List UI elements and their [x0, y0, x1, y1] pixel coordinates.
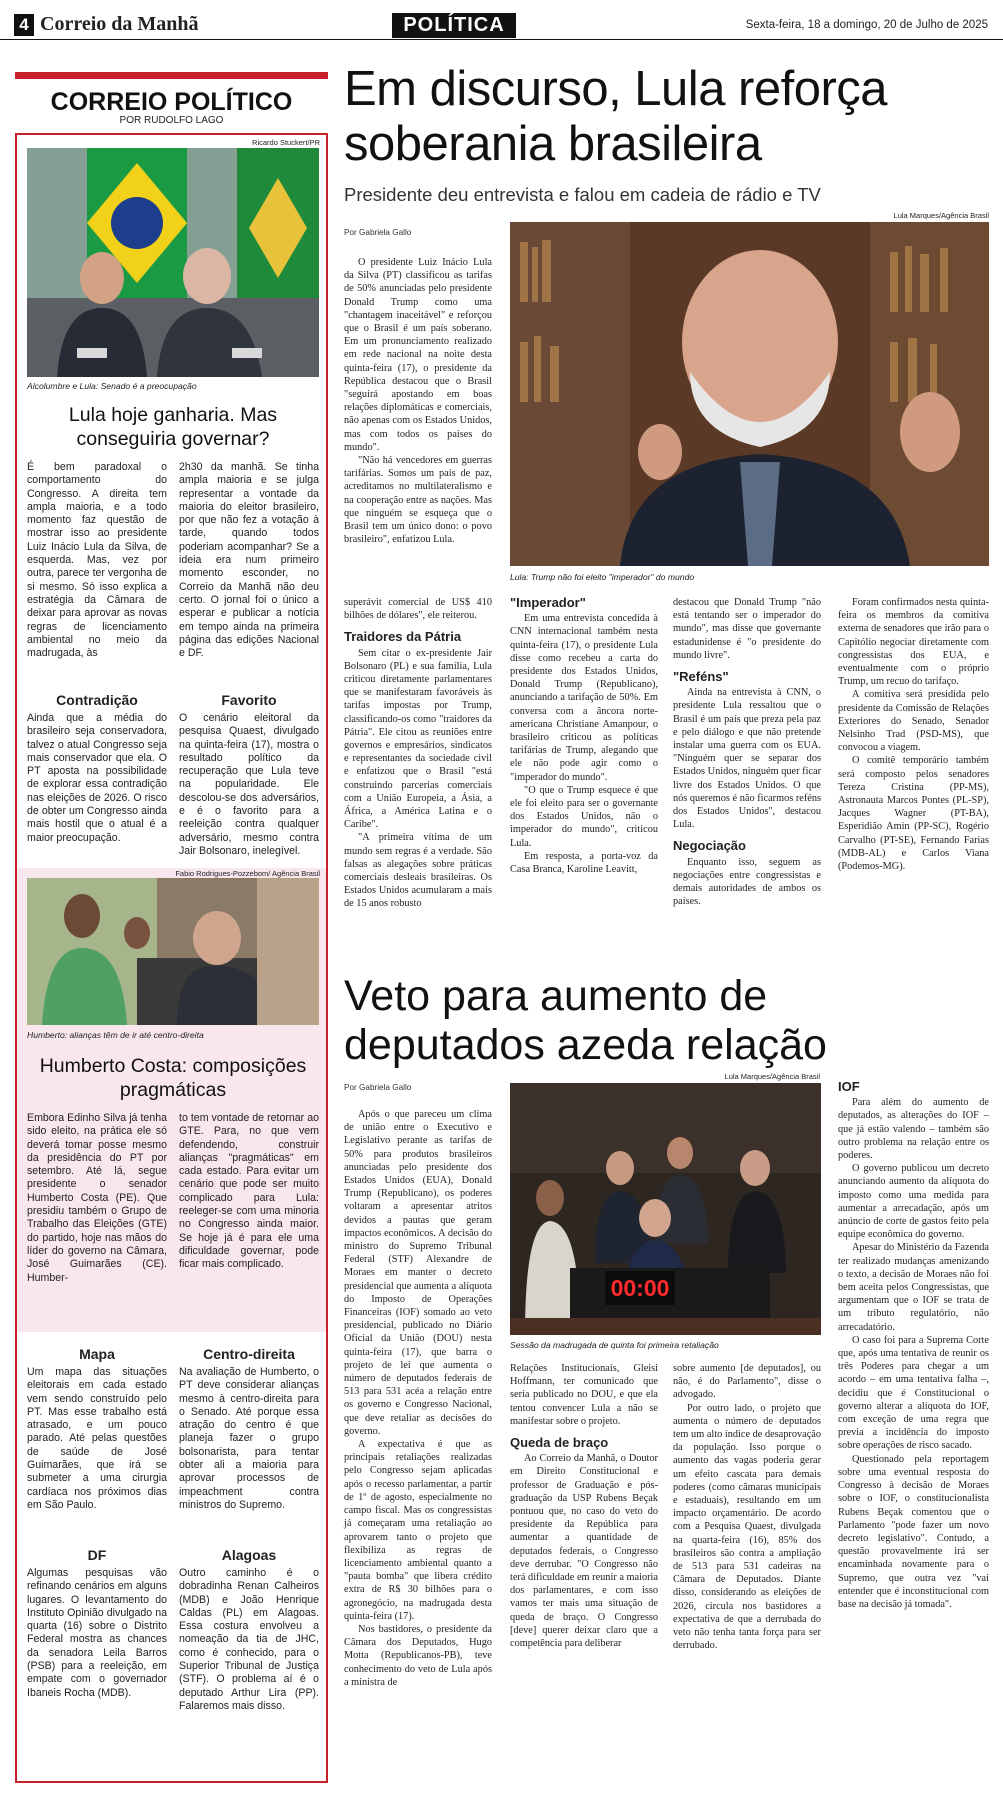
- photo-caption: Humberto: alianças têm de ir até centro-direita: [27, 1030, 204, 1040]
- humberto-box: [17, 868, 326, 1332]
- subheading: "Imperador": [510, 595, 586, 610]
- story-text: Embora Edinho Silva já tenha sido eleito, na prática ele só deverá tomar posse mesmo da presidência do PT por setembro. Até lá, segue presidente o senador Humberto Costa (PE). Que presidiu também o Grupo de Trabalho das Eleições (GTE) do partido, hoje nas mãos do líder do governo na Câmara, José Guimarães (CE). Humber-: [27, 1112, 167, 1284]
- article1-byline: Por Gabriela Gallo: [344, 228, 412, 237]
- article2-photo-caption: Sessão da madrugada de quinta foi primeira retaliação: [510, 1340, 719, 1350]
- article2-photo-session: [510, 1083, 821, 1335]
- article2-col1: [344, 1108, 492, 1689]
- paragraph: Enquanto isso, seguem as negociações entre congressistas e demais autoridades de ambos os países.: [673, 856, 821, 908]
- paragraph: Ainda na entrevista à CNN, o presidente Lula ressaltou que o Brasil é um país que preza pela paz e pelo diálogo e que não pretende instalar uma guerra com os EUA. "Ninguém quer se separar dos Estados Unidos, ninguém quer ficar livre dos Estados Unidos. O que nós queremos é não ficarmos reféns dos Estados Unidos", destacou Lula.: [673, 687, 821, 831]
- paragraph: O comitê temporário também será composto pelos senadores Tereza Cristina (PP-MS), Astronauta Marcos Pontes (PL-SP), Jacques Wagner (PT-BA), Esperidião Amin (PP-SC), Rogério Carvalho (PT-SE), Fernando Farias (MDB-AL) e Carlos Viana (Podemos-MG).: [838, 755, 989, 873]
- subheading: Traidores da Pátria: [344, 629, 462, 645]
- paragraph: Em uma entrevista concedida à CNN internacional também nesta quinta-feira (17), o presidente Lula disse como recebeu a carta do presidente dos Estados Unidos, Donald Trump (Republicano), anunciando a tarifação de 50%. Em conversa com a âncora norte-americana Christiane Amanpour, o brasileiro criticou as políticas tarifárias de Trump, alegando que ele não pode agir como o "imperador do mundo".: [510, 613, 658, 783]
- column-top-bar: [15, 72, 328, 79]
- subheading: IOF: [838, 1079, 860, 1094]
- correio-politico-column: [15, 72, 328, 126]
- story-text: 2h30 da manhã. Se tinha ampla maioria e se julga representar a vontade da maioria do eleitor brasileiro, por que não fez a votação à tarde, quando todos poderiam acompanhar? Se a ideia era num primeiro momento esconder, no Correio da Manhã não deu certo. O jornal foi o único a esperar e publicar a notícia em tempo ainda na primeira página das edições Nacional e DF.: [179, 461, 319, 660]
- paragraph: A comitiva será presidida pelo presidente da Comissão de Relações Exteriores do Senado, Senador Nelsinho Trad (PSD-MS), que convocou a viagem.: [838, 689, 989, 754]
- article1-col2: [344, 596, 492, 911]
- paragraph: destacou que Donald Trump "não está tentando ser o imperador do mundo", mas disse que governante estadunidense é "o presidente do mundo livre".: [673, 597, 821, 661]
- note-title: DF: [87, 1547, 107, 1563]
- note-title: Alagoas: [221, 1547, 277, 1563]
- photo-caption: Alcolumbre e Lula: Senado é a preocupação: [27, 381, 197, 391]
- notes-row-1: [27, 690, 319, 858]
- paper-name: Correio da Manhã: [40, 13, 199, 35]
- paragraph: A expectativa é que as principais retaliações realizadas pelo Congresso sejam aplicadas após o recesso parlamentar, a partir de 1º de agosto, especialmente no campo fiscal. Mas os congressistas já começaram uma retaliação ao aprovarem tanto o projeto que flexibiliza as regras de licenciamento ambiental quanto a "pauta bomba" que libera crédito extra de R$ 30 bilhões para o agronegócio, na madrugada desta quinta-feira (17).: [344, 1439, 492, 1622]
- section-label: POLÍTICA: [392, 13, 516, 38]
- story-1: [27, 397, 319, 660]
- paragraph: Relações Institucionais, Gleisi Hoffmann, ter comunicado que seria publicado no DOU, e que ela tentou convencer Lula a não se manifestar sobre o projeto.: [510, 1363, 658, 1427]
- story-text: to tem vontade de retornar ao GTE. Para, no que vem defendendo, construir alianças "pragmáticas" em cada estado. Para evitar um cenário que pode ser muito complicado para Lula: reeleger-se com uma minoria no Congresso ainda maior. Se hoje já é para ele uma dificuldade governar, pode ficar mais complicado.: [179, 1112, 319, 1271]
- note-title: Favorito: [221, 692, 277, 708]
- photo-humberto: [27, 878, 319, 1025]
- notes-row-2: [27, 1344, 319, 1512]
- article2-col4: [838, 1080, 989, 1611]
- column-frame: [15, 133, 328, 1783]
- paragraph: "O que o Trump esquece é que ele foi eleito para ser o governante dos Estados Unidos, não o imperador do mundo", criticou Lula.: [510, 784, 658, 849]
- page-date: Sexta-feira, 18 a domingo, 20 de Julho de 2025: [745, 19, 988, 31]
- article2-col3: [673, 1362, 821, 1652]
- note-text: Algumas pesquisas vão refinando cenários em alguns lugares. O levantamento do Instituto Opinião divulgado na quarta (16) sobre o Distrito Federal mostra as chances da senadora Leila Barros (PSB) para a reeleição, em empate com o governador Ibaneis Rocha (MDB).: [27, 1567, 167, 1699]
- article1-photo-credit: Lula Marques/Agência Brasil: [893, 211, 989, 220]
- paragraph: Para além do aumento de deputados, as alterações do IOF – que já estão valendo – também são outro problema na relação entre os poderes.: [838, 1097, 989, 1162]
- article1-photo-caption: Lula: Trump não foi eleito "imperador" do mundo: [510, 572, 695, 582]
- note-text: Na avaliação de Humberto, o PT deve considerar alianças mesmo à centro-direita para o Senado. Até porque essa atração do centro é que planeja fazer o grupo bolsonarista, para tentar obter ali a maioria para aprovar processos de impeachment contra ministros do Supremo.: [179, 1366, 319, 1511]
- story-title: Lula hoje ganharia. Mas conseguiria governar?: [68, 404, 278, 450]
- article1-subheadline: Presidente deu entrevista e falou em cadeia de rádio e TV: [344, 184, 821, 205]
- note-text: Ainda que a média do brasileiro seja conservadora, talvez o atual Congresso seja mais conservador que ela. O PT aposta na possibilidade de explorar essa contradição nas eleições de 2026. O risco de obter um Congresso ainda mais hostil que o atual é a maior preocupação.: [27, 712, 167, 844]
- page-number: 4: [14, 14, 34, 36]
- paragraph: Nos bastidores, o presidente da Câmara dos Deputados, Hugo Motta (Republicanos-PB), teve conhecimento do veto de Lula após a ministra de: [344, 1623, 492, 1688]
- note-title: Centro-direita: [203, 1346, 295, 1362]
- article2-col2: [510, 1362, 658, 1650]
- article2-headline: Veto para aumento de deputados azeda relação: [344, 972, 827, 1069]
- column-title: CORREIO POLÍTICO: [50, 88, 293, 116]
- story-text: É bem paradoxal o comportamento do Congresso. A direita tem ampla maioria, e a todo momento faz questão de mostrar isso ao presidente Luiz Inácio Lula da Silva, de esquerda. Mas, vez por outra, parece ter vergonha de si mesmo. Só isso explica a estratégia da Câmara de deixar para aprovar as novas regras de licenciamento ambiental no meio da madrugada, às: [27, 461, 167, 660]
- paragraph: Após o que pareceu um clima de união entre o Executivo e Legislativo perante as tarifas de 50% para produtos brasileiros anunciadas pelo presidente dos Estados Unidos (EUA), Donald Trump (Republicano), os poderes voltaram a apresentar atritos devidos a pautas que geram impactos econômicos. A decisão do ministro do Supremo Tribunal Federal (STF) Alexandre de Moraes em manter o decreto presidencial que aumenta a alíquota do Imposto de Operações Financeiras (IOF) somado ao veto presidencial, publicado no Diário Oficial da União (DOU) nesta quinta-feira (17), que barra o projeto de lei que aumenta o número de deputados federais de 513 para 531 acéa a relação entre os governo e Congresso Nacional, que deve retaliar as decisões do governo.: [344, 1109, 492, 1437]
- subheading: "Reféns": [673, 669, 729, 685]
- subheading: Negociação: [673, 838, 746, 854]
- paragraph: Ao Correio da Manhã, o Doutor em Direito Constitucional e professor de Graduação e pós-graduação da USP Rubens Beçak pontuou que, no caso do veto do presidente da República para aumentar a quantidade de deputados federais, o Congresso deve derrubar. "O Congresso não terá dificuldade em reunir a maioria dos parlamentares, e com isso vamos ter mais uma situação de queda de braço. O Congresso [deve] querer deixar claro que a competência para deliberar: [510, 1453, 658, 1650]
- article2-byline: Por Gabriela Gallo: [344, 1083, 412, 1092]
- article1-photo-lula: [510, 222, 989, 566]
- paragraph: O governo publicou um decreto anunciando aumento da alíquota do imposto como uma medida para aumentar a arrecadação, após um anúncio de corte de gastos feito pela equipe econômica do governo.: [838, 1163, 989, 1241]
- session-clock: 00:00: [610, 1275, 670, 1301]
- paragraph: Apesar do Ministério da Fazenda ter realizado mudanças amenizando o texto, a decisão de Moraes não foi bem aceita pelos Congressistas, que argumentam que o IOF se trata de um tributo regulatório, não arrecadatório.: [838, 1242, 989, 1333]
- paragraph: "Não há vencedores em guerras tarifárias. Somos um país de paz, acreditamos no multilateralismo e na cooperação entre as nações. Mas que ninguém se esqueça que o Brasil tem um único dono: o povo brasileiro", enfatizou Lula.: [344, 455, 492, 546]
- paragraph: Em resposta, a porta-voz da Casa Branca, Karoline Leavitt,: [510, 850, 658, 876]
- paragraph: Foram confirmados nesta quinta-feira os membros da comitiva externa de senadores que irão para o Capitólio negociar diretamente com congressistas dos EUA, e eventualmente com o próprio Trump, um recuo do tarifaço.: [838, 597, 989, 688]
- paragraph: O caso foi para a Suprema Corte que, após uma tentativa de reunir os três Poderes para chegar a um acordo – em uma tentativa falha –, decidiu que é Constitucional o governo alterar a alíquota do IOF, com exceção de uma regra que previa a incidência do imposto sobre operações de risco sacado.: [838, 1334, 989, 1452]
- paragraph: O presidente Luiz Inácio Lula da Silva (PT) classificou as tarifas de 50% anunciadas pelo presidente Donald Trump como uma "chantagem inaceitável" e reforçou que o Brasil é um país soberano. Em um pronunciamento realizado em rede nacional na noite desta quinta-feira (17), o presidente da República destacou que o Brasil "seguirá apostando em boas relações diplomáticas e comerciais, não apenas com os Estados Unidos, mas com todos os países do mundo".: [344, 257, 492, 453]
- column-author: POR RUDOLFO LAGO: [119, 115, 224, 126]
- note-text: Outro caminho é o dobradinha Renan Calheiros (MDB) e João Henrique Caldas (PL) em Alagoas. Essa costura envolveu a nomeação da tia de JHC, como é conhecido, para o Superior Tribunal de Justiça (STF). O problema aí é o deputado Arthur Lira (PP). Falaremos mais disso.: [179, 1567, 319, 1712]
- article1-col3: [510, 596, 658, 876]
- article1-col1: [344, 256, 492, 546]
- story-title: Humberto Costa: composições pragmáticas: [39, 1055, 307, 1101]
- paragraph: "A primeira vítima de um mundo sem regras é a verdade. São falsas as alegações sobre práticas comerciais desleais brasileiras. Os Estados Unidos acumularam a mais de 15 anos robusto: [344, 832, 492, 910]
- photo-credit: Fabio Rodrigues-Pozzebom/ Agência Brasil: [175, 869, 320, 878]
- note-title: Contradição: [56, 692, 138, 708]
- paragraph: superávit comercial de US$ 410 bilhões de dólares", ele reiterou.: [344, 597, 492, 622]
- article1-headline: Em discurso, Lula reforça soberania brasileira: [344, 62, 888, 171]
- paragraph: Sem citar o ex-presidente Jair Bolsonaro (PL) e sua família, Lula criticou diretamente parlamentares que se manifestaram favoráveis às tarifas impostas por Trump, classificando-os como "traidores da Pátria". Ele citou as reuniões entre governos e empresários, sindicatos e representantes da sociedade civil e enfatizou que o Brasil "está construindo parcerias comerciais com a União Europeia, a Ásia, a África, a América Latina e o Caribe".: [344, 647, 492, 831]
- note-text: Um mapa das situações eleitorais em cada estado vem sendo construído pelo PT. Mas esse trabalho está atrasado, e um pouco parado. Até pelas questões de saúde de José Guimarães, que irá se submeter a uma cirurgia cardíaca nos próximos dias em São Paulo.: [27, 1366, 167, 1511]
- paragraph: Questionado pela reportagem sobre uma eventual resposta do Congresso à decisão de Moraes sobre o IOF, o constitucionalista Rubens Beçak comentou que o Parlamento "pode fazer um novo decreto legislativo". Contudo, a questão provavelmente irá ser encaminhada novamente para o Supremo, que outra vez "vai entender que é inconstitucional com base na decisão já tomada".: [838, 1453, 989, 1610]
- photo-credit: Ricardo Stuckert/PR: [252, 138, 320, 147]
- article1-col4: [673, 596, 821, 908]
- photo-alcolumbre-lula: [27, 148, 319, 377]
- subheading: Queda de braço: [510, 1435, 609, 1451]
- article2-photo-credit: Lula Marques/Agência Brasil: [724, 1072, 820, 1081]
- article1-col5: [838, 596, 989, 873]
- note-title: Mapa: [79, 1346, 115, 1362]
- note-text: O cenário eleitoral da pesquisa Quaest, divulgado na quinta-feira (17), mostra o resultado político da recuperação que Lula teve na popularidade. Ele descolou-se dos adversários, e é o favorito para a reeleição contra qualquer adversário, mesmo contra Jair Bolsonaro, inelegível.: [179, 712, 319, 857]
- page-header: [0, 0, 1003, 40]
- paragraph: sobre aumento [de deputados], ou não, é do Parlamento", disse o advogado.: [673, 1363, 821, 1401]
- notes-row-3: [27, 1545, 319, 1713]
- paragraph: Por outro lado, o projeto que aumenta o número de deputados tem um alto índice de desaprovação da população. Isso porque o aumento das vagas poderia gerar um efeito cascata para demais poderes (como câmaras municipais e estaduais), resultando em um impacto orçamentário. De acordo com a Pesquisa Quaest, divulgada na quarta-feira (16), 85% dos brasileiros são contra a ampliação de 513 para 531 cadeiras na Câmara de Deputados. Diante disso, considerando as eleições de 2026, circula nos bastidores a expectativa de que a derrubada do veto não tenha tanta força para ser derrubado.: [673, 1402, 821, 1652]
